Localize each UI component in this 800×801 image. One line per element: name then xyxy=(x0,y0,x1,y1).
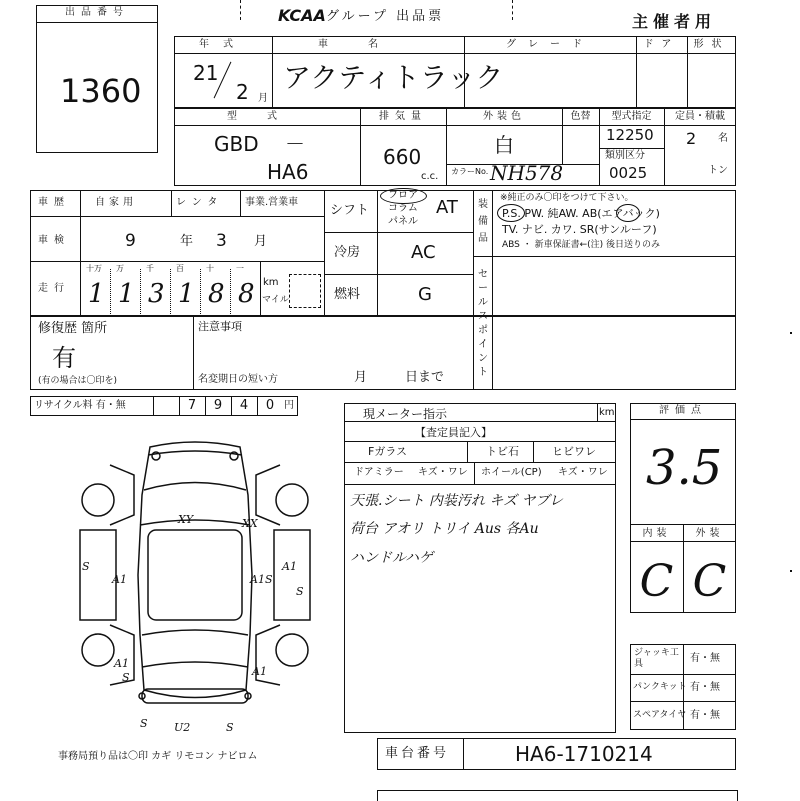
mirror-label: ドアミラー xyxy=(354,467,404,478)
damage-mark: XY xyxy=(178,513,194,526)
recycle-unit: 円 xyxy=(284,400,294,411)
damage-mark: S xyxy=(226,721,234,734)
month-unit: 月 xyxy=(258,93,268,104)
short-period-label: 名変期日の短い方 xyxy=(198,374,278,385)
mileage-digit: 8 xyxy=(208,279,225,309)
model-dash: － xyxy=(285,132,305,156)
damage-mark: XX xyxy=(242,517,258,530)
tobi-label: トビ石 xyxy=(486,445,519,458)
score-label: 評価点 xyxy=(659,405,707,416)
recycle-digit: 4 xyxy=(239,398,249,413)
displacement-unit: c.c. xyxy=(421,171,439,182)
repair-note: (有の場合は〇印を) xyxy=(38,376,118,386)
wheel-value: キズ・ワレ xyxy=(558,467,608,478)
ac-value: AC xyxy=(411,242,436,263)
grade-label: グレード xyxy=(506,39,594,50)
damage-mark: S xyxy=(82,560,90,573)
day-label: 日まで xyxy=(405,370,445,385)
score-value: 3.5 xyxy=(646,440,723,496)
history-label: 車歴 xyxy=(38,197,70,208)
mirror-value: キズ・ワレ xyxy=(418,467,468,478)
equipment-line3: ABS ・ 新車保証書←(注) 後日送りのみ xyxy=(502,240,661,250)
damage-mark: S xyxy=(296,585,304,598)
door-label: ドア xyxy=(643,39,680,50)
dashed-corner xyxy=(230,0,241,20)
margin-dot xyxy=(790,570,792,572)
wheel-label: ホイール(CP) xyxy=(481,467,542,478)
damage-mark: A1 xyxy=(114,657,129,670)
lot-number: 1360 xyxy=(60,72,142,110)
capacity-value: 2 xyxy=(686,129,697,148)
exterior-label: 外装 xyxy=(695,528,724,539)
ps-circle xyxy=(497,204,525,222)
mileage-header: 十万 xyxy=(86,264,102,273)
damage-mark: A1 xyxy=(252,665,267,678)
inspection-note-line3: ハンドルハゲ xyxy=(350,550,434,566)
color-code-label: カラーNo. xyxy=(451,167,489,176)
mileage-digit: 3 xyxy=(148,279,165,309)
model-code: HA6 xyxy=(267,160,309,184)
sales-point-label: セールスポイント xyxy=(478,269,488,378)
inspection-note-line1: 天張.シート 内装汚れ キズ ヤブレ xyxy=(350,493,563,509)
load-unit: トン xyxy=(708,165,728,176)
equipment-line1: P.S. PW. 純AW. AB(エアバック) xyxy=(502,207,660,220)
damage-mark: A1 xyxy=(112,573,127,586)
diagram-footer: 事務局預り品は〇印 カギ リモコン ナビロム xyxy=(58,751,258,762)
puncture-value: 有・無 xyxy=(690,682,720,693)
inspection-label: 車検 xyxy=(38,235,70,246)
mileage-header: 万 xyxy=(116,264,124,273)
ab-circle xyxy=(616,204,640,222)
inspector-label: 【査定員記入】 xyxy=(415,426,492,439)
mileage-header: 百 xyxy=(176,264,184,273)
damage-mark: S xyxy=(122,671,130,684)
hibi-label: ヒビワレ xyxy=(552,445,596,458)
equipment-note: ※純正のみ〇印をつけて下さい。 xyxy=(500,193,634,203)
km-label: km xyxy=(263,277,279,288)
chassis-label: 車台番号 xyxy=(385,746,450,761)
repair-label: 修復歴 箇所 xyxy=(38,321,108,336)
recycle-digit: 7 xyxy=(187,398,197,413)
history-option-rental: レンタ xyxy=(176,197,224,208)
car-damage-diagram xyxy=(70,435,320,735)
mile-box xyxy=(289,274,321,308)
bottom-box xyxy=(377,790,738,801)
displacement-value: 660 xyxy=(383,145,422,169)
jack-value: 有・無 xyxy=(690,653,720,664)
puncture-label: パンクキット xyxy=(633,682,687,692)
shift-label: シフト xyxy=(330,203,370,218)
chassis-number: HA6-1710214 xyxy=(515,742,653,766)
month-label: 月 xyxy=(354,370,368,385)
inspection-month-unit: 月 xyxy=(254,234,268,249)
form-title: グループ 出品票 xyxy=(326,9,445,24)
class-value: 0025 xyxy=(609,164,648,182)
car-name-label: 車名 xyxy=(318,39,418,50)
color-value: 白 xyxy=(494,133,514,157)
damage-mark: S xyxy=(140,717,148,730)
color-change-label: 色替 xyxy=(570,111,591,122)
kcaa-logo: KCAA xyxy=(278,6,326,25)
shift-option-floor: フロア xyxy=(388,190,418,201)
shift-option-column: コラム xyxy=(388,203,418,214)
fuel-label: 燃料 xyxy=(334,287,361,302)
car-name: アクティトラック xyxy=(283,61,504,94)
inspection-year-unit: 年 xyxy=(180,234,194,249)
model-label: 型式 xyxy=(227,111,307,122)
mileage-digit: 1 xyxy=(178,279,195,309)
exterior-grade: C xyxy=(692,556,727,607)
year-value: 21 xyxy=(193,61,219,85)
ac-label: 冷房 xyxy=(334,245,361,260)
lot-number-label: 出品番号 xyxy=(65,7,129,18)
equipment-label: 装備品 xyxy=(478,199,488,244)
recycle-digit: 9 xyxy=(213,398,223,413)
mileage-digit: 8 xyxy=(238,279,255,309)
mileage-header: 一 xyxy=(236,264,244,273)
color-code: NH578 xyxy=(490,161,564,185)
spare-label: スペアタイヤ xyxy=(633,710,687,720)
spare-value: 有・無 xyxy=(690,710,720,721)
fglass-label: Fガラス xyxy=(368,445,407,458)
color-label: 外装色 xyxy=(483,111,525,122)
inspection-note-line2: 荷台 アオリ トリイ Aus 各Au xyxy=(350,521,539,537)
fuel-value: G xyxy=(418,284,432,305)
recycle-label: リサイクル料 有・無 xyxy=(34,400,126,411)
month-value: 2 xyxy=(236,80,249,104)
meter-label: 現メーター指示 xyxy=(363,407,448,421)
mile-label: マイル xyxy=(262,295,289,305)
mileage-header: 千 xyxy=(146,264,154,273)
mileage-digit: 1 xyxy=(88,279,105,309)
jack-label: ジャッキ工具 xyxy=(634,648,679,669)
displacement-label: 排気量 xyxy=(379,111,427,122)
mileage-grid xyxy=(80,261,260,316)
mileage-digit: 1 xyxy=(118,279,135,309)
body-label: 形状 xyxy=(693,39,730,50)
shift-value: AT xyxy=(436,197,458,218)
inspection-year: 9 xyxy=(125,231,136,251)
type-spec-label: 型式指定 xyxy=(611,111,652,122)
margin-dot xyxy=(790,332,792,334)
equipment-line2: TV. ナビ. カワ. SR(サンルーフ) xyxy=(502,223,657,236)
type-spec-value: 12250 xyxy=(606,126,654,144)
history-option-business: 事業.営業車 xyxy=(245,197,299,208)
repair-grid xyxy=(30,316,736,390)
damage-mark: A1 xyxy=(282,560,297,573)
damage-mark: A1S xyxy=(250,573,273,586)
mileage-label: 走行 xyxy=(38,283,70,294)
year-label: 年式 xyxy=(199,39,247,50)
dashed-corner xyxy=(512,0,523,20)
damage-mark: U2 xyxy=(174,721,191,734)
capacity-unit: 名 xyxy=(718,133,728,144)
class-label: 類別区分 xyxy=(605,150,645,161)
caution-label: 注意事項 xyxy=(198,320,242,333)
shift-option-panel: パネル xyxy=(388,216,418,227)
interior-label: 内装 xyxy=(642,528,671,539)
capacity-label: 定員・積載 xyxy=(675,111,725,122)
model-prefix: GBD xyxy=(214,132,259,156)
repair-value: 有 xyxy=(52,344,76,372)
inspection-month: 3 xyxy=(216,231,227,251)
mileage-header: 十 xyxy=(206,264,214,273)
meter-unit: km xyxy=(599,407,615,418)
recycle-digits xyxy=(153,396,283,416)
recycle-digit: 0 xyxy=(265,398,275,413)
organizer-label: 主催者用 xyxy=(632,12,717,31)
shift-circle xyxy=(380,188,427,204)
history-option-private: 自家用 xyxy=(95,197,137,208)
interior-grade: C xyxy=(639,556,674,607)
